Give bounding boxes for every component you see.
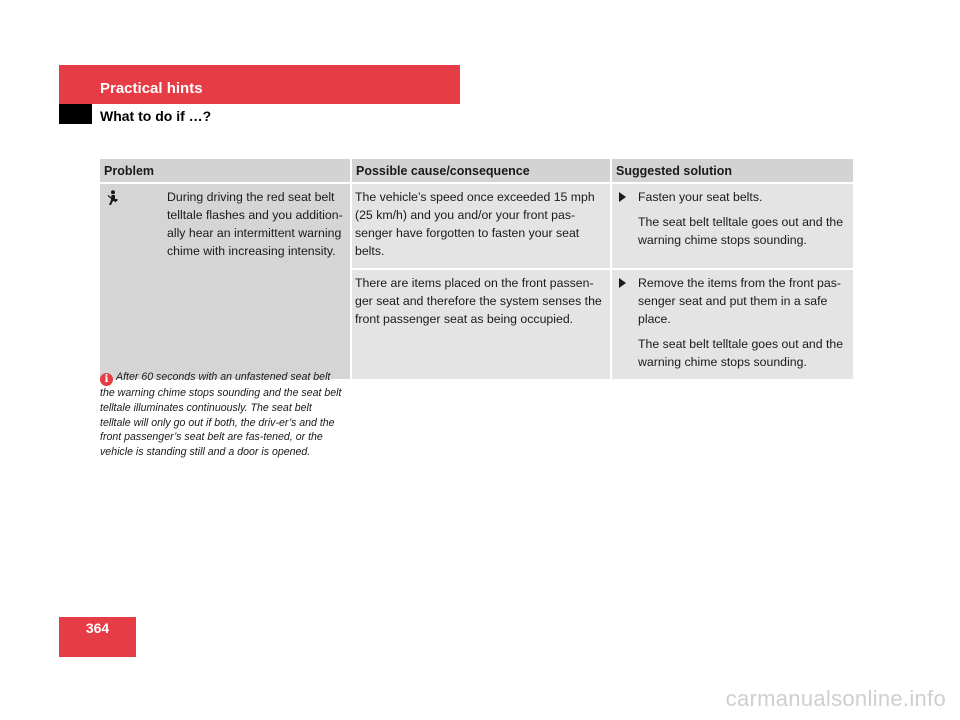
solution-cell (612, 184, 853, 270)
column-header-problem: Problem (100, 159, 352, 184)
solution-cell (612, 270, 853, 379)
action-arrow-icon (619, 192, 626, 202)
problem-description: During driving the red seat belt telltale flashes and you addition-ally hear an intermittent warning chime with increasing intensity. (167, 190, 343, 258)
solution-note: The seat belt telltale goes out and the warning chime stops sounding. (638, 215, 844, 247)
action-arrow-icon (619, 278, 626, 288)
info-icon: i (100, 373, 113, 386)
cause-text: The vehicle’s speed once exceeded 15 mph (25 km/h) and you and/or your front pas-senger have forgotten to fasten your seat belts. (355, 190, 595, 258)
column-header-solution: Suggested solution (612, 159, 853, 184)
seatbelt-warning-icon (105, 190, 119, 206)
solution-note: The seat belt telltale goes out and the warning chime stops sounding. (638, 337, 844, 369)
troubleshooting-table (100, 159, 853, 379)
watermark: carmanualsonline.info (725, 686, 946, 711)
column-header-cause: Possible cause/consequence (352, 159, 612, 184)
section-title: Practical hints (100, 80, 203, 97)
table-row (100, 184, 853, 270)
solution-action: Fasten your seat belts. (638, 190, 763, 204)
subtitle-tab-marker (59, 104, 92, 124)
cause-text: There are items placed on the front passen-ger seat and therefore the system senses the front passenger seat as being occupied. (355, 276, 602, 326)
cause-cell (352, 184, 612, 270)
table-header-row (100, 159, 853, 184)
problem-cell (100, 184, 352, 379)
cause-cell (352, 270, 612, 379)
page-subtitle: What to do if …? (100, 108, 212, 124)
page-number: 364 (85, 620, 110, 636)
info-note (100, 370, 345, 460)
solution-action: Remove the items from the front pas-senger seat and put them in a safe place. (638, 276, 841, 326)
info-text: After 60 seconds with an unfastened seat belt the warning chime stops sounding and the seat belt telltale illuminates continuously. The seat belt telltale will only go out if both, the driv-er’s and the front passenger’s seat belt are fas-tened, or the vehicle is standing still and a door is opened. (100, 371, 342, 459)
